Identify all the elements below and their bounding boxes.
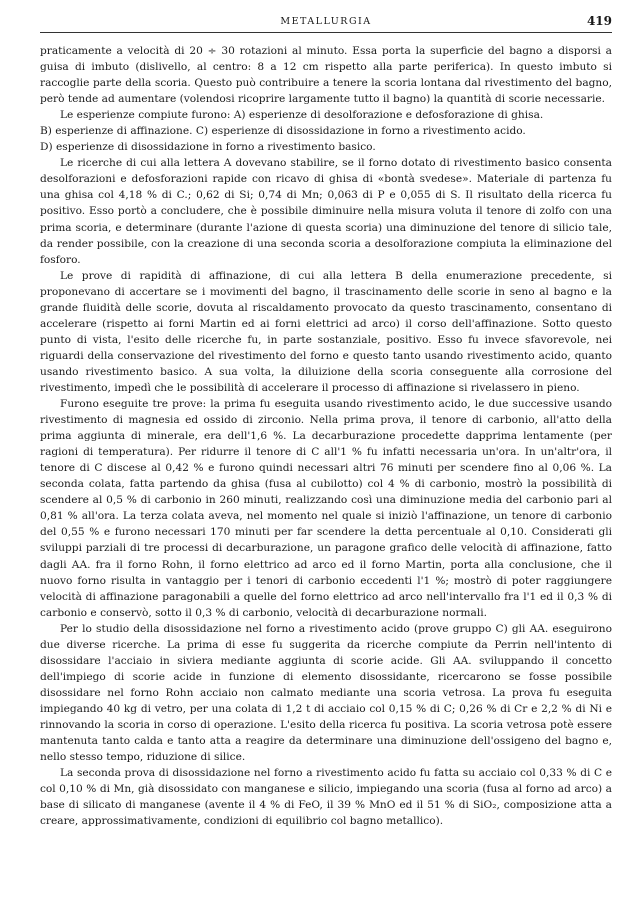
paragraph-refining-speed: Le prove di rapidità di affinazione, di cui alla lettera B della enumerazione precedente, si proponevano di accertare se i movimenti del bagno, il trascinamento delle scorie in seno al bagno e la grande fluidità delle scorie, dovuta al riscaldamento provocato da questo trascinamento, consentano di accelerare (rispetto ai forni Martin ed ai forni elettrici ad arco) il corso dell'affinazione. Sotto questo punto di vista, l'esito delle ricerche fu, in parte sostanziale, positivo. Esso fu invece sfavorevole, nei riguardi della conservazione del rivestimento del forno e questo tanto usando rivestimento acido, quanto usando rivestimento basico. A sua volta, la diluizione della scoria conseguente alla corrosione del rivestimento, impedì che le possibilità di accelerare il processo di affinazione si rivelassero in pieno. — [40, 269, 612, 394]
page-number: 419 — [586, 14, 612, 28]
paragraph-deoxidation-acid: Per lo studio della disossidazione nel forno a rivestimento acido (prove gruppo C) gli AA. eseguirono due diverse ricerche. La prima di esse fu suggerita da ricerche compiute da Perrin nell'intento di disossidare l'acciaio in siviera mediante aggiunta di scorie acide. Gli AA. sviluppando il concetto dell'impiego di scorie acide in funzione di elemento disossidante, ricercarono se fosse possibile disossidare nel forno Rohn acciaio non calmato mediante una scoria vetrosa. La prova fu eseguita impiegando 40 kg di vetro, per una colata di 1,2 t di acciaio col 0,15 % di C; 0,26 % di Cr e 2,2 % di Ni e rinnovando la scoria in corso di operazione. L'esito della ricerca fu positiva. La scoria vetrosa potè essere mantenuta tanto calda e tanto atta a reagire da determinare una diminuzione dell'ossigeno del bagno e, nello stesso tempo, riduzione di silice. — [40, 622, 612, 764]
paragraph-experiments-a: Le esperienze compiute furono: A) esperienze di desolforazione e defosforazione di ghisa. — [60, 109, 544, 122]
paragraph-second-deoxidation: La seconda prova di disossidazione nel forno a rivestimento acido fu fatta su acciaio col 0,33 % di C e col 0,10 % di Mn, già disossidato con manganese e silicio, impiegando una scoria (fusa al forno ad arco) a base di silicato di manganese (avente il 4 % di FeO, il 39 % MnO ed il 51 % di SiO₂, composizione atta a creare, approssimativamente, condizioni di equilibrio col bagno metallico). — [40, 767, 612, 828]
article-body — [40, 43, 612, 829]
paragraph-1: praticamente a velocità di 20 ÷ 30 rotazioni al minuto. Essa porta la superficie del bagno a disporsi a guisa di imbuto (dislivello, al centro: 8 a 12 cm rispetto alla parte periferica). In questo imbuto si raccoglie parte della scoria. Questo può contribuire a tenere la scoria lontana dal rivestimento del bagno, però tende ad aumentare (volendosi ricoprire largamente tutto il bagno) la quantità di scorie necessarie. — [40, 45, 612, 106]
paragraph-experiments-d: D) esperienze di disossidazione in forno a rivestimento basico. — [40, 141, 376, 154]
page — [40, 14, 612, 829]
running-title: METALLURGIA — [280, 16, 372, 27]
running-header — [40, 14, 612, 33]
paragraph-three-tests: Furono eseguite tre prove: la prima fu eseguita usando rivestimento acido, le due successive usando rivestimento di magnesia ed ossido di zirconio. Nella prima prova, il tenore di carbonio, all'atto della prima aggiunta di minerale, era dell'1,6 %. La decarburazione procedette dapprima lentamente (per ragioni di temperatura). Per ridurre il tenore di C all'1 % fu infatti necessaria un'ora. In un'altr'ora, il tenore di C discese al 0,42 % e furono quindi necessari altri 76 minuti per scendere fino al 0,06 %. La seconda colata, fatta partendo da ghisa (fusa al cubilotto) col 4 % di carbonio, mostrò la possibilità di scendere al 0,5 % di carbonio in 260 minuti, realizzando così una diminuzione media del carbonio pari al 0,81 % all'ora. La terza colata aveva, nel momento nel quale si iniziò l'affinazione, un tenore di carbonio del 0,55 % e furono necessari 170 minuti per far scendere la detta percentuale al 0,10. Considerati gli sviluppi parziali di tre processi di decarburazione, un paragone grafico delle velocità di affinazione, fatto dagli AA. fra il forno Rohn, il forno elettrico ad arco ed il forno Martin, porta alla conclusione, che il nuovo forno risulta in vantaggio per i tenori di carbonio eccedenti l'1 %; mostrò di poter raggiungere velocità di affinazione paragonabili a quelle del forno elettrico ad arco nell'intervallo fra l'1 ed il 0,3 % di carbonio e conservò, sotto il 0,3 % di carbonio, velocità di decarburazione normali. — [40, 398, 612, 619]
paragraph-experiments-b: B) esperienze di affinazione. C) esperienze di disossidazione in forno a rivestimento acido. — [40, 125, 526, 138]
paragraph-desulfurization: Le ricerche di cui alla lettera A dovevano stabilire, se il forno dotato di rivestimento basico consenta desolforazioni e defosforazioni rapide con ricavo di ghisa di «bontà svedese». Materiale di partenza fu una ghisa col 4,18 % di C.; 0,62 di Si; 0,74 di Mn; 0,063 di P e 0,055 di S. Il risultato della ricerca fu positivo. Esso portò a concludere, che è possibile diminuire nella misura voluta il tenore di zolfo con una prima scoria, e determinare (durante l'azione di questa scoria) una diminuzione del tenore di silicio tale, da render possibile, con la creazione di una seconda scoria a desolforazione compiuta la eliminazione del fosforo. — [40, 157, 612, 266]
